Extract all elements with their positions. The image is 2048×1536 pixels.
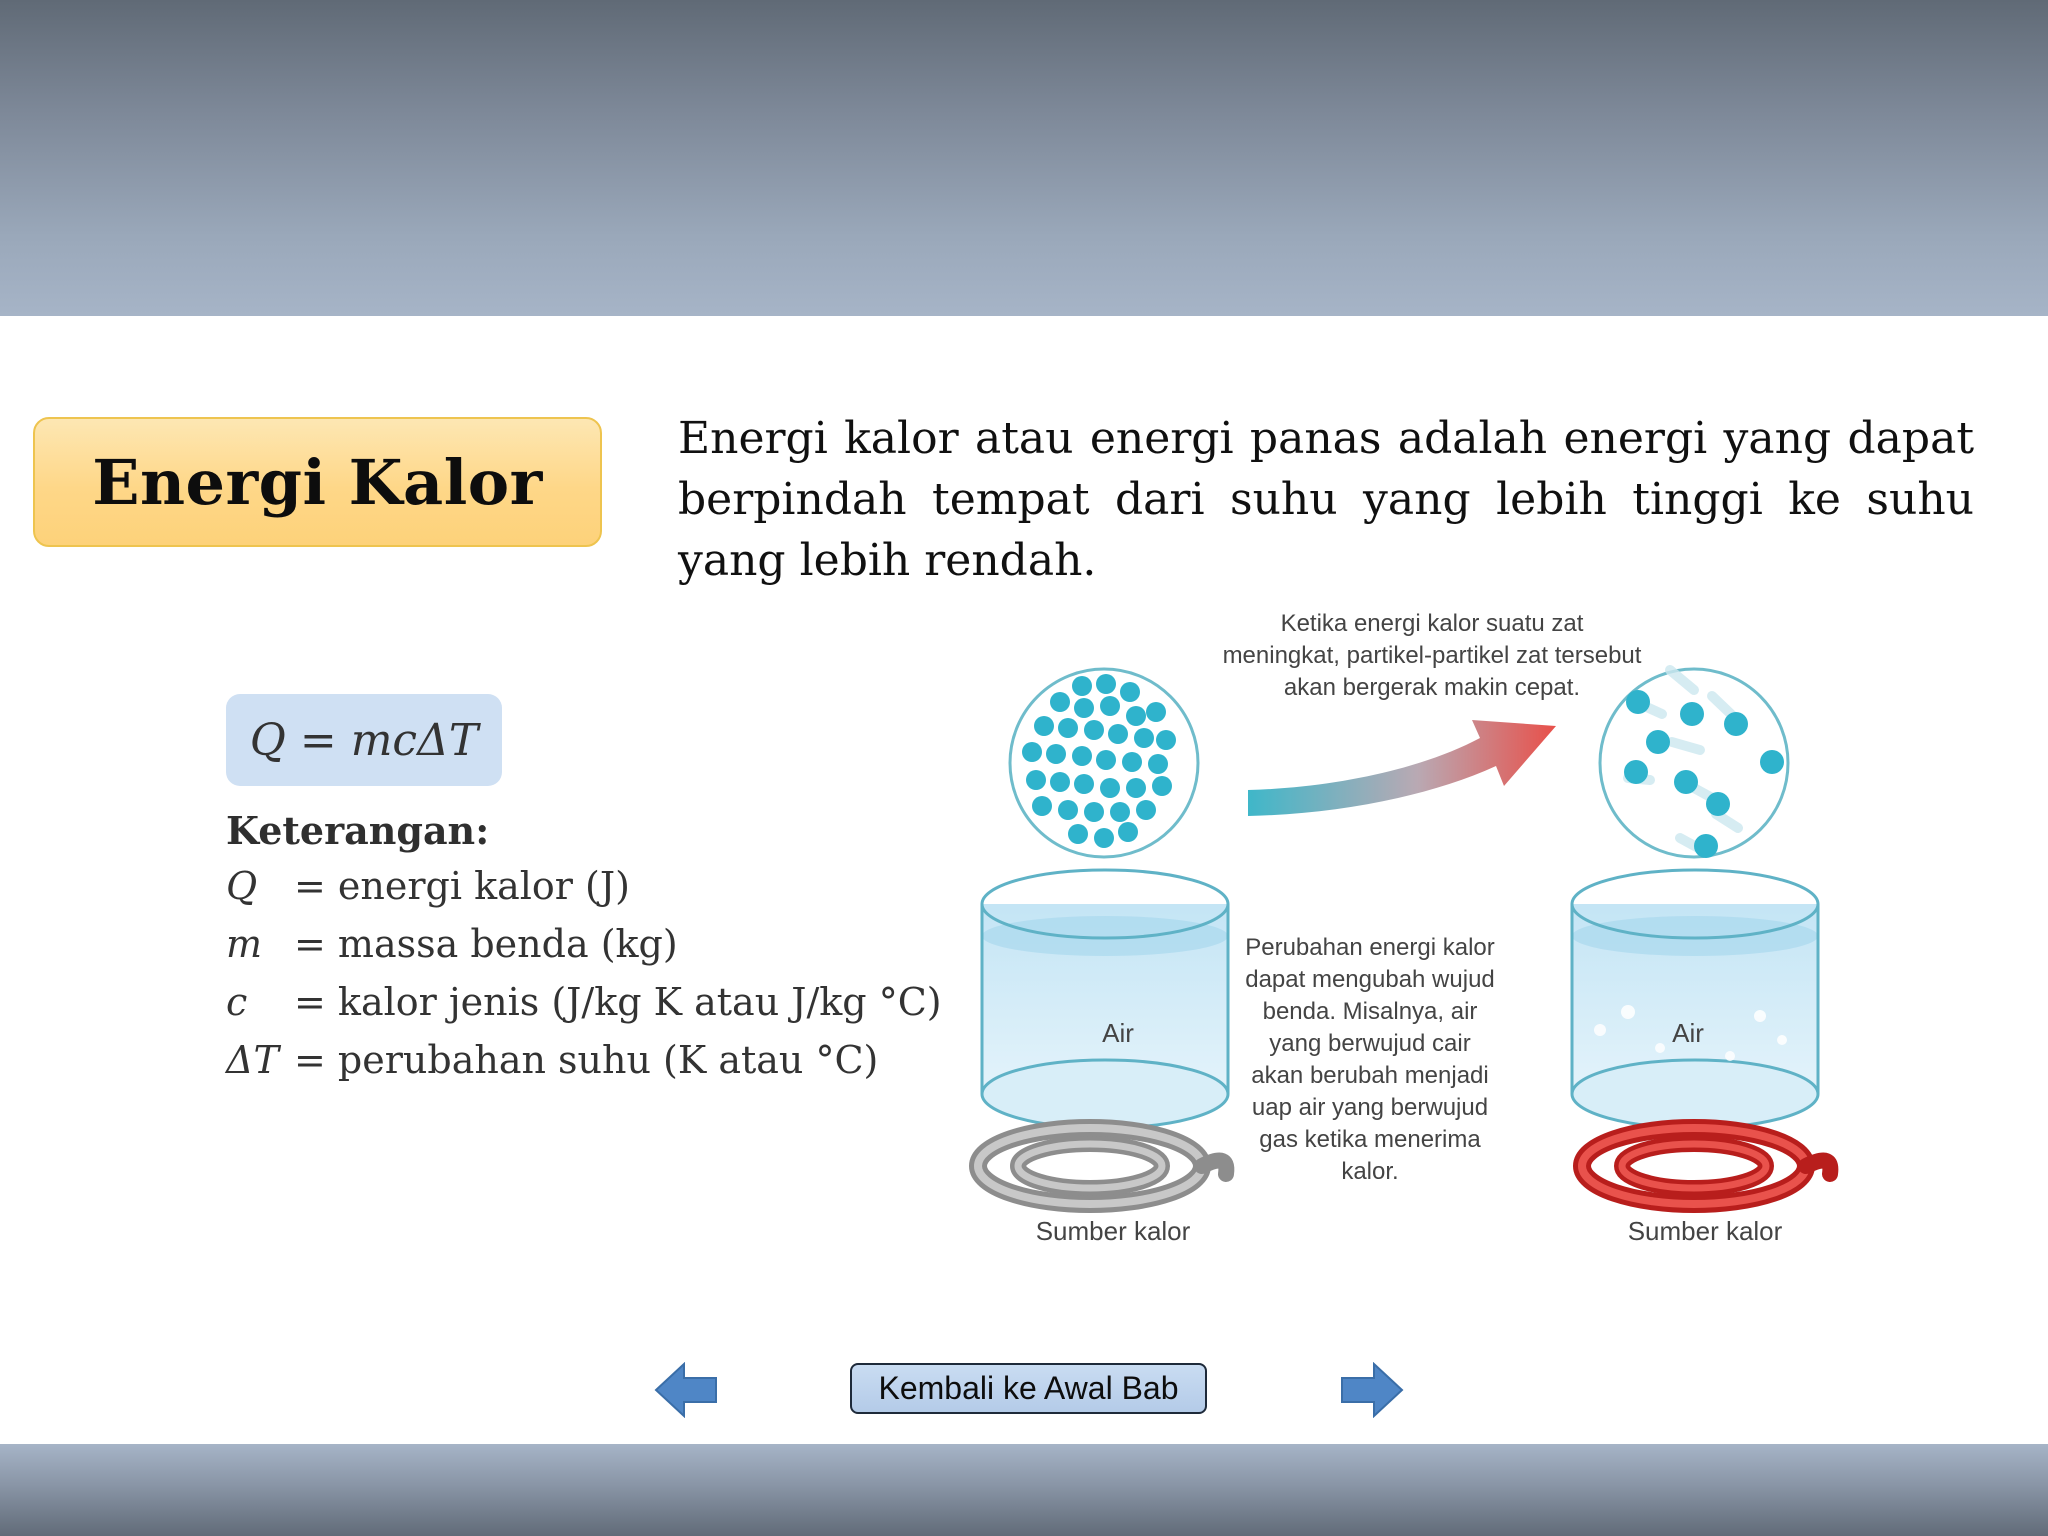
legend-heading: Keterangan: [226,808,490,853]
header-band [0,0,2048,316]
note-particles: Ketika energi kalor suatu zat meningkat, partikel-partikel zat tersebut akan bergerak makin cepat. [1222,610,1642,701]
legend-symbol: Q [226,864,258,908]
note-state-change: Perubahan energi kalor dapat mengubah wujud benda. Misalnya, air yang berwujud cair akan berubah menjadi uap air yang berwujud gas ketika menerima kalor. [1245,934,1495,1185]
legend-symbol: c [226,980,248,1024]
heat-source-hot [1582,1128,1830,1204]
title-box [33,417,602,547]
legend-definition: = massa benda (kg) [294,922,678,966]
legend-definition: = perubahan suhu (K atau °C) [294,1038,879,1082]
legend-definition: = kalor jenis (J/kg K atau J/kg °C) [294,980,942,1024]
page-title: Energi Kalor [92,445,543,519]
heat-increase-arrow [1248,720,1556,816]
back-to-chapter-button[interactable]: Kembali ke Awal Bab [850,1363,1207,1414]
legend-symbol: m [226,922,263,966]
label-water-right: Air [1672,1018,1704,1048]
formula-text: Q = mcΔT [249,714,479,766]
label-source-right: Sumber kalor [1627,1216,1783,1246]
arrow-right-icon [1340,1362,1404,1418]
legend-symbol: ΔT [226,1038,279,1082]
intro-paragraph: Energi kalor atau energi panas adalah energi yang dapat berpindah tempat dari suhu yang lebih tinggi ke suhu yang lebih rendah. [678,413,1974,586]
prev-slide-button[interactable] [654,1362,718,1418]
legend-definition: = energi kalor (J) [294,864,630,908]
label-water-left: Air [1102,1018,1134,1048]
particles-slow [1010,669,1198,857]
arrow-left-icon [654,1362,718,1418]
heat-diagram [960,600,1840,1260]
formula-box [226,694,502,786]
label-source-left: Sumber kalor [1035,1216,1191,1246]
next-slide-button[interactable] [1340,1362,1404,1418]
container-left [982,870,1228,1128]
footer-band [0,1444,2048,1536]
heat-source-cold [978,1128,1226,1204]
container-right [1572,870,1818,1128]
